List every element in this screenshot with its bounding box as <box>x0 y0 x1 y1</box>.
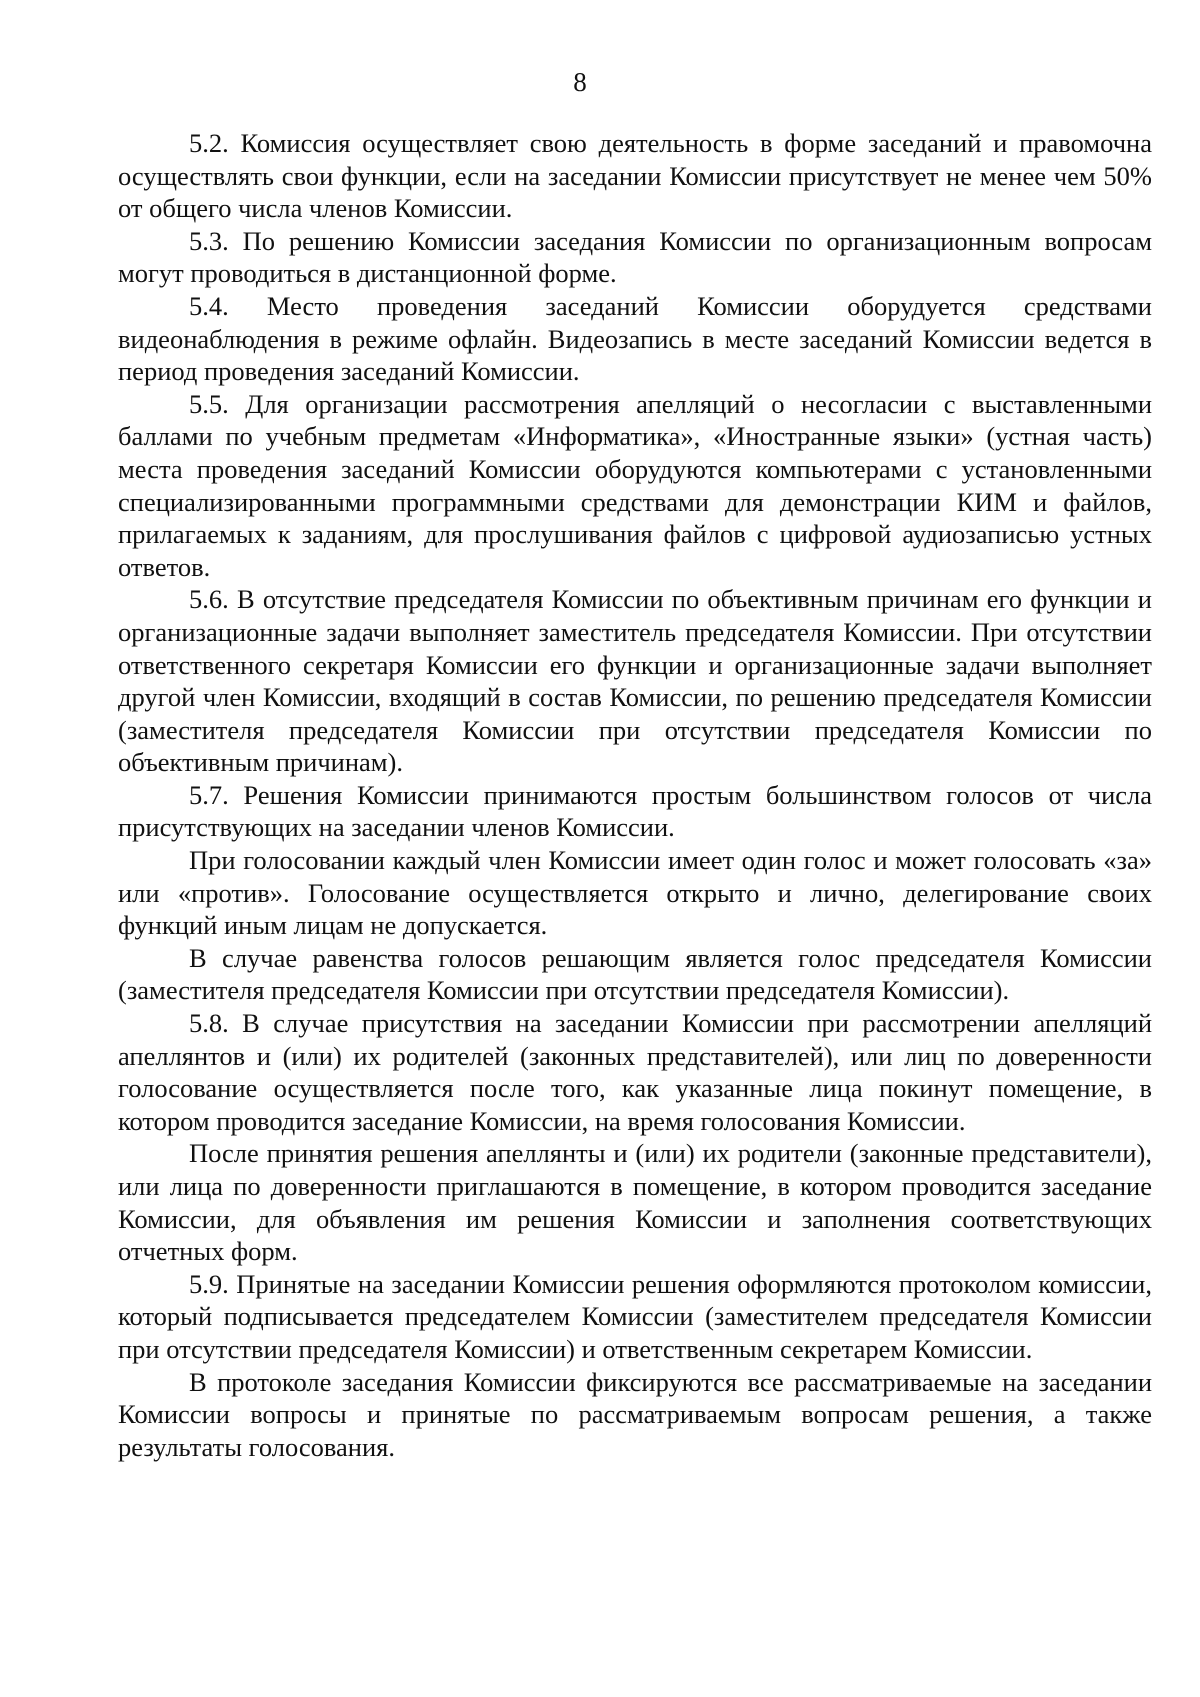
paragraph-5-4: 5.4. Место проведения заседаний Комиссии оборудуется средствами видеонаблюдения в режиме офлайн. Видеозапись в месте заседаний Комиссии ведется в период проведения заседаний Комиссии. <box>118 290 1152 387</box>
paragraph-5-7: 5.7. Решения Комиссии принимаются простым большинством голосов от числа присутствующих на заседании членов Комиссии. <box>118 779 1152 843</box>
paragraph-voting-rules: При голосовании каждый член Комиссии имеет один голос и может голосовать «за» или «против». Голосование осуществляется открыто и лично, делегирование своих функций иным лицам не допускается. <box>118 845 1152 941</box>
document-body <box>118 127 1152 1463</box>
paragraph-tie-vote: В случае равенства голосов решающим является голос председателя Комиссии (заместителя председателя Комиссии при отсутствии председателя Комиссии). <box>118 942 1152 1006</box>
page-number: 8 <box>573 67 587 97</box>
paragraph-5-3: 5.3. По решению Комиссии заседания Комиссии по организационным вопросам могут проводиться в дистанционной форме. <box>118 225 1152 289</box>
paragraph-protocol: В протоколе заседания Комиссии фиксируются все рассматриваемые на заседании Комиссии вопросы и принятые по рассматриваемым вопросам решения, а также результаты голосования. <box>118 1366 1152 1462</box>
paragraph-after-decision: После принятия решения апеллянты и (или) их родители (законные представители), или лица по доверенности приглашаются в помещение, в котором проводится заседание Комиссии, для объявления им решения Комиссии и заполнения соответствующих отчетных форм. <box>118 1138 1152 1267</box>
paragraph-5-8: 5.8. В случае присутствия на заседании Комиссии при рассмотрении апелляций апеллянтов и (или) их родителей (законных представителей), или лиц по доверенности голосование осуществляется после того, как указанные лица покинут помещение, в котором проводится заседание Комиссии, на время голосования Комиссии. <box>118 1008 1152 1136</box>
paragraph-5-9: 5.9. Принятые на заседании Комиссии решения оформляются протоколом комиссии, который подписывается председателем Комиссии (заместителем председателя Комиссии при отсутствии председателя Комиссии) и ответственным секретарем Комиссии. <box>118 1268 1152 1364</box>
paragraph-5-5: 5.5. Для организации рассмотрения апелляций о несогласии с выставленными баллами по учебным предметам «Информатика», «Иностранные языки» (устная часть) места проведения заседаний Комиссии оборудуются компьютерами с установленными специализированными программными средствами для демонстрации КИМ и файлов, прилагаемых к заданиям, для прослушивания файлов с цифровой аудиозаписью устных ответов. <box>118 388 1152 582</box>
paragraph-5-6: 5.6. В отсутствие председателя Комиссии по объективным причинам его функции и организационные задачи выполняет заместитель председателя Комиссии. При отсутствии ответственного секретаря Комиссии его функции и организационные задачи выполняет другой член Комиссии, входящий в состав Комиссии, по решению председателя Комиссии (заместителя председателя Комиссии при отсутствии председателя Комиссии по объективным причинам). <box>118 584 1152 778</box>
paragraph-5-2: 5.2. Комиссия осуществляет свою деятельность в форме заседаний и правомочна осуществлять свои функции, если на заседании Комиссии присутствует не менее чем 50% от общего числа членов Комиссии. <box>118 128 1152 224</box>
